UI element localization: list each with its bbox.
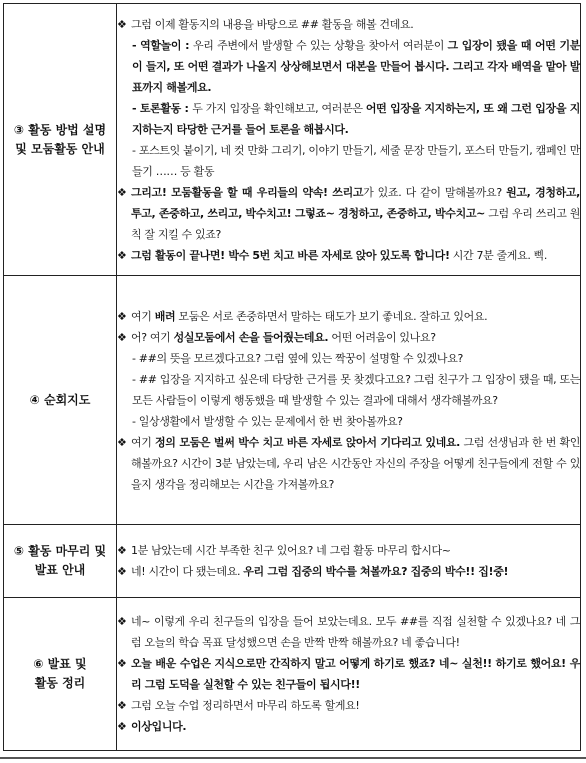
emphasis-text: - 역할놀이 : (132, 38, 194, 52)
bullet-item (117, 561, 580, 582)
step-content (117, 525, 581, 598)
emphasis-text: - 토론활동 : (132, 101, 193, 115)
bullet-item (117, 14, 580, 35)
bullet-item (117, 653, 580, 695)
body-text: 어? 여기 (131, 330, 174, 344)
diamond-bullet-icon: ❖ (117, 615, 127, 628)
body-text: - ## 입장을 지지하고 싶은데 타당한 근거를 못 찾겠다고요? 그럼 친구가 그 입장이 됐을 때, 또는 모든 사람들이 이렇게 행동했을 때 발생할 수 있는 결과에 대해서 생각해볼까요? (132, 372, 580, 407)
diamond-bullet-icon: ❖ (117, 565, 127, 578)
lesson-plan-body (4, 4, 581, 751)
body-text: 그럼 우리 쓰리고 원칙 잘 지킬 수 있죠? (131, 206, 580, 241)
body-text: 1분 남았는데 시간 부족한 친구 있어요? 네 그럼 활동 마무리 합시다~ (131, 544, 451, 557)
body-text: 가 있죠. 다 같이 말해볼까요? (363, 185, 507, 199)
diamond-bullet-icon: ❖ (117, 309, 127, 323)
emphasis-text: 정의 모둠은 벌써 박수 치고 바른 자세로 앉아서 기다리고 있네요. (155, 435, 461, 449)
lesson-row (4, 525, 581, 598)
body-text: 모둠은 서로 존중하면서 말하는 태도가 보기 좋네요. 잘하고 있어요. (175, 309, 488, 323)
step-label (4, 4, 117, 276)
diamond-bullet-icon: ❖ (117, 17, 127, 31)
diamond-bullet-icon: ❖ (117, 248, 127, 262)
step-label (4, 525, 117, 598)
step-label-line: ③ 활동 방법 설명 (13, 122, 107, 137)
emphasis-text: 원고, 경청하고, 투고, 존중하고, 쓰리고, 박수치고! 그렇죠~ 경청하고, 존중하고, 박수치고~ (131, 185, 580, 220)
lesson-row (4, 276, 581, 525)
bullet-item (117, 182, 580, 245)
step-label-line: ⑥ 발표 및 (33, 657, 87, 672)
sub-item (117, 411, 580, 432)
body-text: 여기 (131, 435, 155, 449)
lesson-row (4, 598, 581, 751)
step-label (4, 598, 117, 751)
body-text: 우리 주변에서 발생할 수 있는 상황을 찾아서 여러분이 (193, 38, 448, 52)
diamond-bullet-icon: ❖ (117, 185, 127, 199)
step-label-line: 및 모둠활동 안내 (15, 141, 105, 156)
emphasis-text: 오늘 배운 수업은 지식으로만 간직하지 말고 어떻게 하기로 했죠? 네~ 실천!! 하기로 했어요! 우리 그럼 도덕을 실천할 수 있는 친구들이 됩시다!! (131, 657, 580, 691)
sub-item (117, 348, 580, 369)
diamond-bullet-icon: ❖ (117, 435, 127, 449)
step-content (117, 276, 581, 525)
body-text: 그럼 선생님과 한 번 확인해볼까요? 시간이 3분 남았는데, 우리 남은 시간동안 자신의 주장을 어떻게 친구들에게 전할 수 있을지 생각을 정리해보는 시간을 가져볼까요? (131, 435, 580, 491)
emphasis-text: 우리 그럼 집중의 박수를 쳐볼까요? 집중의 박수!! 집!중! (243, 565, 509, 578)
body-text: - ##의 뜻을 모르겠다고요? 그럼 옆에 있는 짝꿍이 설명할 수 있겠나요? (132, 351, 463, 365)
diamond-bullet-icon: ❖ (117, 544, 127, 557)
step-label-line: ⑤ 활동 마무리 및 (13, 544, 107, 559)
body-text: - 일상생활에서 발생할 수 있는 문제에서 한 번 찾아볼까요? (132, 414, 403, 428)
bullet-item (117, 695, 580, 716)
bullet-item (117, 432, 580, 495)
emphasis-text: 그럼 활동이 끝나면! 박수 5번 치고 바른 자세로 앉아 있도록 합니다! (131, 248, 450, 262)
body-text: 여기 (131, 309, 155, 323)
lesson-plan-table (3, 3, 581, 751)
body-text: 시간 7분 줄게요. 삑. (449, 248, 548, 262)
sub-item (117, 35, 580, 98)
diamond-bullet-icon: ❖ (117, 699, 127, 712)
bullet-item (117, 327, 580, 348)
bullet-item (117, 716, 580, 737)
sub-item (117, 140, 580, 182)
sub-item (117, 369, 580, 411)
emphasis-text: 성실모둠에서 손을 들어줬는데요. (173, 330, 329, 344)
step-content (117, 4, 581, 276)
body-text: - 포스트잇 붙이기, 네 컷 만화 그리기, 이야기 만들기, 세줄 문장 만들기, 포스터 만들기, 캠페인 만들기 …… 등 활동 (132, 143, 580, 178)
lesson-row (4, 4, 581, 276)
step-label-line: 발표 안내 (34, 563, 86, 577)
bullet-item (117, 540, 580, 561)
bullet-item (117, 245, 580, 266)
step-label (4, 276, 117, 525)
diamond-bullet-icon: ❖ (117, 720, 127, 733)
bullet-item (117, 611, 580, 653)
emphasis-text: 그리고! 모둠활동을 할 때 우리들의 약속! 쓰리고 (131, 185, 364, 199)
body-text: 어떤 어려움이 있나요? (328, 330, 436, 344)
body-text: 네~ 이렇게 우리 친구들의 입장을 들어 보았는데요. 모두 ##를 직접 실천할 수 있겠나요? 네 그럼 오늘의 학습 목표 달성했으면 손을 반짝 반짝 해볼까요? 네 좋습니다! (131, 615, 580, 649)
diamond-bullet-icon: ❖ (117, 657, 127, 670)
sub-item (117, 98, 580, 140)
bottom-divider (0, 757, 586, 759)
bullet-item (117, 306, 580, 327)
step-label-line: 활동 정리 (34, 676, 86, 690)
emphasis-text: 배려 (154, 309, 176, 323)
emphasis-text: 그 입장이 됐을 때 어떤 기분이 들지, 또 어떤 결과가 나올지 상상해보면서 대본을 만들어 봅시다. 그리고 각자 배역을 맡아 발표까지 해볼게요. (132, 38, 580, 94)
diamond-bullet-icon: ❖ (117, 330, 127, 344)
step-content (117, 598, 581, 751)
emphasis-text: 이상입니다. (131, 720, 187, 733)
emphasis-text: 어떤 입장을 지지하는지, 또 왜 그런 입장을 지지하는지 타당한 근거를 들어 토론을 해봅시다. (132, 101, 580, 136)
body-text: 그럼 오늘 수업 정리하면서 마무리 하도록 할게요! (131, 699, 360, 712)
body-text: 그럼 이제 활동지의 내용을 바탕으로 ## 활동을 해볼 건데요. (131, 17, 414, 31)
body-text: 네! 시간이 다 됐는데요. (131, 565, 244, 578)
step-label-line: ④ 순회지도 (29, 392, 91, 407)
body-text: 두 가지 입장을 확인해보고, 여러분은 (192, 101, 366, 115)
